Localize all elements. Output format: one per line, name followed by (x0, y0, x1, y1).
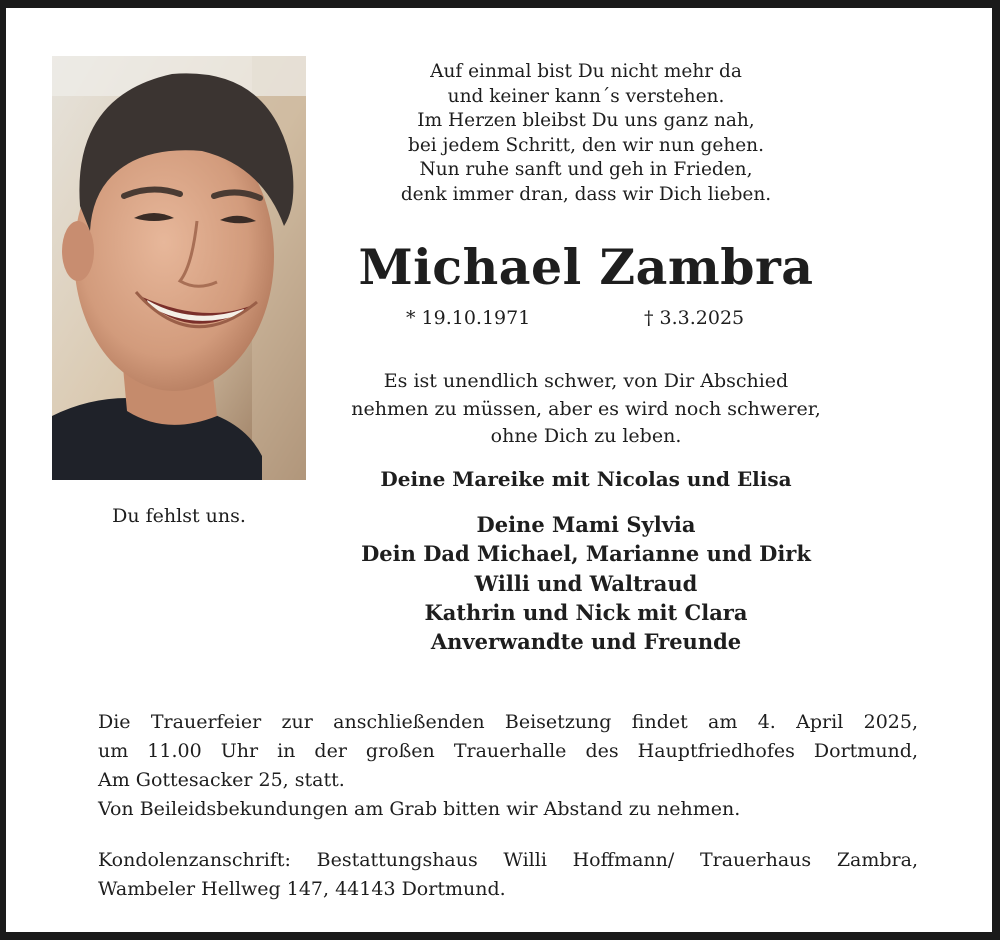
farewell-quote (336, 368, 836, 451)
funeral-notice (98, 708, 918, 824)
family-list (336, 510, 836, 656)
deceased-name: Michael Zambra (358, 238, 814, 296)
family-line: Willi und Waltraud (474, 570, 698, 596)
poem-line: Auf einmal bist Du nicht mehr da (430, 61, 742, 82)
poem-line: bei jedem Schritt, den wir nun gehen. (408, 134, 764, 156)
quote-line: nehmen zu müssen, aber es wird noch schwerer, (351, 397, 821, 420)
poem-line: denk immer dran, dass wir Dich lieben. (400, 183, 772, 205)
death-date: † 3.3.2025 (644, 307, 745, 329)
birth-date: * 19.10.1971 (406, 307, 531, 329)
notice-line: um 11.00 Uhr in der großen Trauerhalle des Hauptfriedhofes Dortmund, (98, 740, 918, 762)
family-main: Deine Mareike mit Nicolas und Elisa (380, 467, 792, 491)
family-line: Deine Mami Sylvia (476, 512, 696, 537)
notice-line: Am Gottesacker 25, statt. (98, 769, 345, 791)
family-line: Anverwandte und Freunde (430, 629, 742, 655)
portrait-photo (52, 56, 306, 480)
notice-line: Die Trauerfeier zur anschließenden Beisetzung findet am 4. April 2025, (98, 711, 918, 733)
quote-line: ohne Dich zu leben. (490, 425, 682, 447)
quote-line: Es ist unendlich schwer, von Dir Abschied (383, 370, 789, 392)
poem-line: Im Herzen bleibst Du uns ganz nah, (417, 110, 755, 131)
contact-line: Wambeler Hellweg 147, 44143 Dortmund. (98, 878, 506, 900)
poem-line: und keiner kann´s verstehen. (447, 85, 725, 107)
condolence-address (98, 846, 918, 904)
family-line: Kathrin und Nick mit Clara (424, 599, 748, 625)
contact-line: Kondolenzanschrift: Bestattungshaus Willi Hoffmann/ Trauerhaus Zambra, (98, 849, 918, 871)
notice-line: Von Beileidsbekundungen am Grab bitten wir Abstand zu nehmen. (98, 798, 741, 820)
photo-caption: Du fehlst uns. (112, 505, 246, 527)
poem (336, 60, 836, 207)
poem-line: Nun ruhe sanft und geh in Frieden, (419, 159, 753, 180)
family-line: Dein Dad Michael, Marianne und Dirk (361, 541, 811, 567)
